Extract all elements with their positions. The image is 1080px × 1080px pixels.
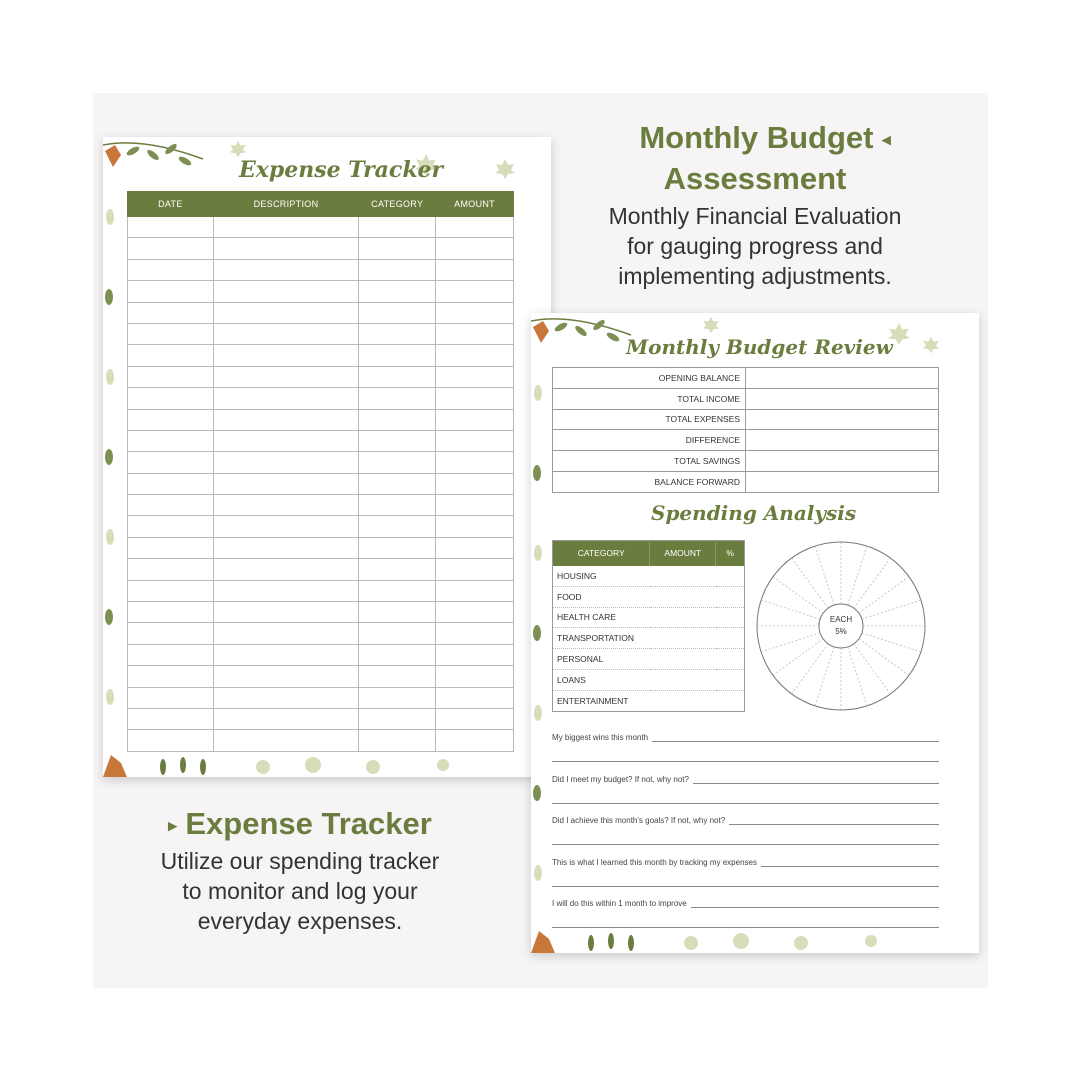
leaf-border-icon xyxy=(531,373,549,933)
expense-row[interactable] xyxy=(128,687,514,708)
category-label: HEALTH CARE xyxy=(553,607,745,628)
summary-value-field[interactable] xyxy=(746,368,939,389)
question-text: Did I achieve this month's goals? If not, why not? xyxy=(552,816,729,825)
summary-label: TOTAL SAVINGS xyxy=(553,451,746,472)
expense-cell[interactable] xyxy=(359,559,436,580)
expense-cell[interactable] xyxy=(128,730,214,751)
summary-value-field[interactable] xyxy=(746,451,939,472)
expense-cell[interactable] xyxy=(213,452,359,473)
expense-cell[interactable] xyxy=(359,687,436,708)
expense-cell[interactable] xyxy=(436,537,514,558)
expense-cell[interactable] xyxy=(436,238,514,259)
expense-cell[interactable] xyxy=(213,409,359,430)
expense-cell[interactable] xyxy=(436,623,514,644)
summary-label: TOTAL EXPENSES xyxy=(553,409,746,430)
maple-leaf-icon xyxy=(493,157,517,181)
category-label: HOUSING xyxy=(553,566,745,587)
wheel-spoke xyxy=(854,558,890,608)
expense-cell[interactable] xyxy=(213,516,359,537)
expense-cell[interactable] xyxy=(359,259,436,280)
expense-cell[interactable] xyxy=(436,580,514,601)
maple-leaf-icon xyxy=(921,335,941,355)
col-date: DATE xyxy=(128,192,214,217)
promo-title-line1: Monthly Budget xyxy=(639,120,874,155)
expense-tracker-title: Expense Tracker xyxy=(239,157,444,183)
col-category: CATEGORY xyxy=(553,541,650,566)
expense-cell[interactable] xyxy=(359,302,436,323)
wheel-spoke xyxy=(848,546,867,605)
expense-row[interactable] xyxy=(128,430,514,451)
expense-cell[interactable] xyxy=(128,580,214,601)
expense-cell[interactable] xyxy=(213,323,359,344)
expense-cell[interactable] xyxy=(128,516,214,537)
col-amount: AMOUNT xyxy=(436,192,514,217)
expense-row[interactable] xyxy=(128,666,514,687)
expense-row[interactable] xyxy=(128,559,514,580)
wheel-spoke xyxy=(859,639,909,675)
expense-cell[interactable] xyxy=(128,495,214,516)
expense-row[interactable] xyxy=(128,452,514,473)
promo-desc-line: to monitor and log your xyxy=(182,878,418,904)
summary-row xyxy=(553,430,939,451)
expense-cell[interactable] xyxy=(359,281,436,302)
expense-cell[interactable] xyxy=(359,366,436,387)
expense-cell[interactable] xyxy=(128,323,214,344)
summary-row xyxy=(553,388,939,409)
budget-summary-table xyxy=(552,367,939,493)
expense-tracker-sheet xyxy=(103,137,551,777)
expense-cell[interactable] xyxy=(359,217,436,238)
expense-row[interactable] xyxy=(128,602,514,623)
expense-cell[interactable] xyxy=(213,580,359,601)
expense-row[interactable] xyxy=(128,388,514,409)
summary-row xyxy=(553,471,939,492)
expense-row[interactable] xyxy=(128,516,514,537)
category-table xyxy=(552,540,745,712)
expense-cell[interactable] xyxy=(128,473,214,494)
category-label: ENTERTAINMENT xyxy=(553,690,745,711)
expense-cell[interactable] xyxy=(128,623,214,644)
expense-row[interactable] xyxy=(128,537,514,558)
expense-cell[interactable] xyxy=(436,388,514,409)
expense-cell[interactable] xyxy=(359,495,436,516)
expense-cell[interactable] xyxy=(436,302,514,323)
category-label: PERSONAL xyxy=(553,649,745,670)
summary-row xyxy=(553,409,939,430)
wheel-spoke xyxy=(848,647,867,706)
promo-desc-budget xyxy=(580,201,930,291)
expense-cell[interactable] xyxy=(128,345,214,366)
expense-cell[interactable] xyxy=(213,238,359,259)
expense-cell[interactable] xyxy=(128,452,214,473)
category-label: LOANS xyxy=(553,669,745,690)
spending-analysis-title: Spending Analysis xyxy=(651,501,857,525)
promo-desc-line: implementing adjustments. xyxy=(618,263,892,289)
expense-cell[interactable] xyxy=(128,366,214,387)
expense-cell[interactable] xyxy=(436,516,514,537)
expense-cell[interactable] xyxy=(128,259,214,280)
summary-label: OPENING BALANCE xyxy=(553,368,746,389)
expense-row[interactable] xyxy=(128,345,514,366)
question-text: My biggest wins this month xyxy=(552,733,652,742)
expense-cell[interactable] xyxy=(436,259,514,280)
expense-cell[interactable] xyxy=(436,602,514,623)
promo-title-budget xyxy=(600,120,930,156)
expense-cell[interactable] xyxy=(213,217,359,238)
expense-cell[interactable] xyxy=(128,409,214,430)
spending-wheel xyxy=(755,540,927,712)
expense-row[interactable] xyxy=(128,708,514,729)
expense-cell[interactable] xyxy=(359,430,436,451)
expense-cell[interactable] xyxy=(436,730,514,751)
summary-row xyxy=(553,368,939,389)
expense-table xyxy=(127,191,514,752)
question-block[interactable] xyxy=(552,899,939,908)
expense-cell[interactable] xyxy=(359,623,436,644)
expense-cell[interactable] xyxy=(128,559,214,580)
expense-cell[interactable] xyxy=(436,217,514,238)
expense-row[interactable] xyxy=(128,473,514,494)
leaf-footer-icon xyxy=(531,925,979,953)
maple-leaf-icon xyxy=(228,139,248,159)
expense-cell[interactable] xyxy=(128,388,214,409)
expense-cell[interactable] xyxy=(436,452,514,473)
expense-cell[interactable] xyxy=(213,687,359,708)
expense-cell[interactable] xyxy=(359,345,436,366)
summary-row xyxy=(553,451,939,472)
wheel-spoke xyxy=(854,644,890,694)
expense-cell[interactable] xyxy=(359,238,436,259)
expense-cell[interactable] xyxy=(436,666,514,687)
expense-cell[interactable] xyxy=(359,537,436,558)
expense-row[interactable] xyxy=(128,409,514,430)
expense-row[interactable] xyxy=(128,281,514,302)
expense-cell[interactable] xyxy=(359,388,436,409)
promo-title-budget-line2: Assessment xyxy=(663,161,847,196)
question-block[interactable] xyxy=(552,733,939,742)
expense-cell[interactable] xyxy=(213,623,359,644)
expense-cell[interactable] xyxy=(359,323,436,344)
expense-row[interactable] xyxy=(128,302,514,323)
question-text: This is what I learned this month by tracking my expenses xyxy=(552,858,761,867)
expense-cell[interactable] xyxy=(436,409,514,430)
expense-cell[interactable] xyxy=(213,602,359,623)
expense-cell[interactable] xyxy=(213,495,359,516)
expense-row[interactable] xyxy=(128,238,514,259)
expense-cell[interactable] xyxy=(359,580,436,601)
question-block[interactable] xyxy=(552,858,939,867)
wheel-spoke xyxy=(792,558,828,608)
leaf-border-icon xyxy=(103,197,121,757)
expense-cell[interactable] xyxy=(359,730,436,751)
expense-cell[interactable] xyxy=(128,644,214,665)
category-row xyxy=(553,566,745,587)
wheel-spoke xyxy=(859,577,909,613)
wheel-spoke xyxy=(761,600,820,619)
expense-row[interactable] xyxy=(128,366,514,387)
question-block[interactable] xyxy=(552,775,939,784)
expense-row[interactable] xyxy=(128,730,514,751)
promo-title-expense-text: Expense Tracker xyxy=(185,806,432,841)
summary-value-field[interactable] xyxy=(746,430,939,451)
wheel-spoke xyxy=(815,647,834,706)
expense-cell[interactable] xyxy=(213,559,359,580)
category-row xyxy=(553,649,745,670)
expense-cell[interactable] xyxy=(128,430,214,451)
col-description: DESCRIPTION xyxy=(213,192,359,217)
expense-cell[interactable] xyxy=(128,687,214,708)
wheel-spoke xyxy=(792,644,828,694)
maple-leaf-icon xyxy=(701,315,721,335)
expense-cell[interactable] xyxy=(359,452,436,473)
expense-cell[interactable] xyxy=(359,708,436,729)
category-row xyxy=(553,607,745,628)
question-text: I will do this within 1 month to improve xyxy=(552,899,691,908)
expense-row[interactable] xyxy=(128,644,514,665)
expense-cell[interactable] xyxy=(436,644,514,665)
col-amount: AMOUNT xyxy=(650,541,716,566)
expense-cell[interactable] xyxy=(436,430,514,451)
budget-review-title: Monthly Budget Review xyxy=(626,335,893,359)
expense-cell[interactable] xyxy=(213,281,359,302)
wheel-spoke xyxy=(862,600,921,619)
expense-row[interactable] xyxy=(128,495,514,516)
expense-cell[interactable] xyxy=(436,345,514,366)
summary-label: TOTAL INCOME xyxy=(553,388,746,409)
expense-cell[interactable] xyxy=(213,730,359,751)
expense-cell[interactable] xyxy=(128,537,214,558)
expense-cell[interactable] xyxy=(128,281,214,302)
promo-desc-line: Utilize our spending tracker xyxy=(160,848,440,874)
wheel-spoke xyxy=(862,633,921,652)
expense-cell[interactable] xyxy=(213,473,359,494)
col-category: CATEGORY xyxy=(359,192,436,217)
expense-cell[interactable] xyxy=(436,687,514,708)
leaf-footer-icon xyxy=(103,749,551,777)
expense-cell[interactable] xyxy=(436,473,514,494)
leaf-branch-icon xyxy=(103,137,223,187)
expense-cell[interactable] xyxy=(213,708,359,729)
expense-cell[interactable] xyxy=(213,388,359,409)
budget-review-sheet xyxy=(531,313,979,953)
col-percent: % xyxy=(716,541,745,566)
wheel-spoke xyxy=(761,633,820,652)
expense-cell[interactable] xyxy=(128,708,214,729)
wheel-spoke xyxy=(773,577,823,613)
promo-desc-line: everyday expenses. xyxy=(197,908,403,934)
expense-row[interactable] xyxy=(128,259,514,280)
expense-cell[interactable] xyxy=(436,495,514,516)
promo-desc-line: for gauging progress and xyxy=(627,233,883,259)
expense-cell[interactable] xyxy=(213,302,359,323)
category-row xyxy=(553,628,745,649)
promo-desc-line: Monthly Financial Evaluation xyxy=(608,203,902,229)
promo-title-expense xyxy=(130,806,470,842)
expense-cell[interactable] xyxy=(436,559,514,580)
expense-cell[interactable] xyxy=(128,602,214,623)
summary-value-field[interactable] xyxy=(746,471,939,492)
expense-cell[interactable] xyxy=(359,644,436,665)
arrow-left-icon: ◂ xyxy=(882,129,891,149)
category-label: TRANSPORTATION xyxy=(553,628,745,649)
expense-cell[interactable] xyxy=(128,238,214,259)
summary-label: DIFFERENCE xyxy=(553,430,746,451)
question-text: Did I meet my budget? If not, why not? xyxy=(552,775,693,784)
expense-row[interactable] xyxy=(128,623,514,644)
summary-value-field[interactable] xyxy=(746,409,939,430)
expense-cell[interactable] xyxy=(436,708,514,729)
arrow-right-icon: ▸ xyxy=(168,815,177,835)
expense-cell[interactable] xyxy=(436,281,514,302)
expense-cell[interactable] xyxy=(436,366,514,387)
category-row xyxy=(553,669,745,690)
category-row xyxy=(553,586,745,607)
expense-cell[interactable] xyxy=(213,666,359,687)
summary-label: BALANCE FORWARD xyxy=(553,471,746,492)
promo-desc-expense xyxy=(120,846,480,936)
expense-row[interactable] xyxy=(128,323,514,344)
category-row xyxy=(553,690,745,711)
question-block[interactable] xyxy=(552,816,939,825)
expense-cell[interactable] xyxy=(128,217,214,238)
summary-value-field[interactable] xyxy=(746,388,939,409)
expense-cell[interactable] xyxy=(128,666,214,687)
expense-cell[interactable] xyxy=(213,259,359,280)
expense-cell[interactable] xyxy=(359,666,436,687)
expense-cell[interactable] xyxy=(359,409,436,430)
category-label: FOOD xyxy=(553,586,745,607)
expense-cell[interactable] xyxy=(359,516,436,537)
expense-cell[interactable] xyxy=(213,537,359,558)
wheel-label-each: EACH xyxy=(829,615,853,624)
expense-cell[interactable] xyxy=(436,323,514,344)
expense-cell[interactable] xyxy=(359,602,436,623)
wheel-spoke xyxy=(815,546,834,605)
expense-cell[interactable] xyxy=(359,473,436,494)
expense-cell[interactable] xyxy=(213,366,359,387)
expense-row[interactable] xyxy=(128,217,514,238)
expense-cell[interactable] xyxy=(213,345,359,366)
expense-row[interactable] xyxy=(128,580,514,601)
expense-cell[interactable] xyxy=(213,644,359,665)
wheel-spoke xyxy=(773,639,823,675)
wheel-label-percent: 5% xyxy=(835,627,847,636)
expense-cell[interactable] xyxy=(213,430,359,451)
expense-cell[interactable] xyxy=(128,302,214,323)
